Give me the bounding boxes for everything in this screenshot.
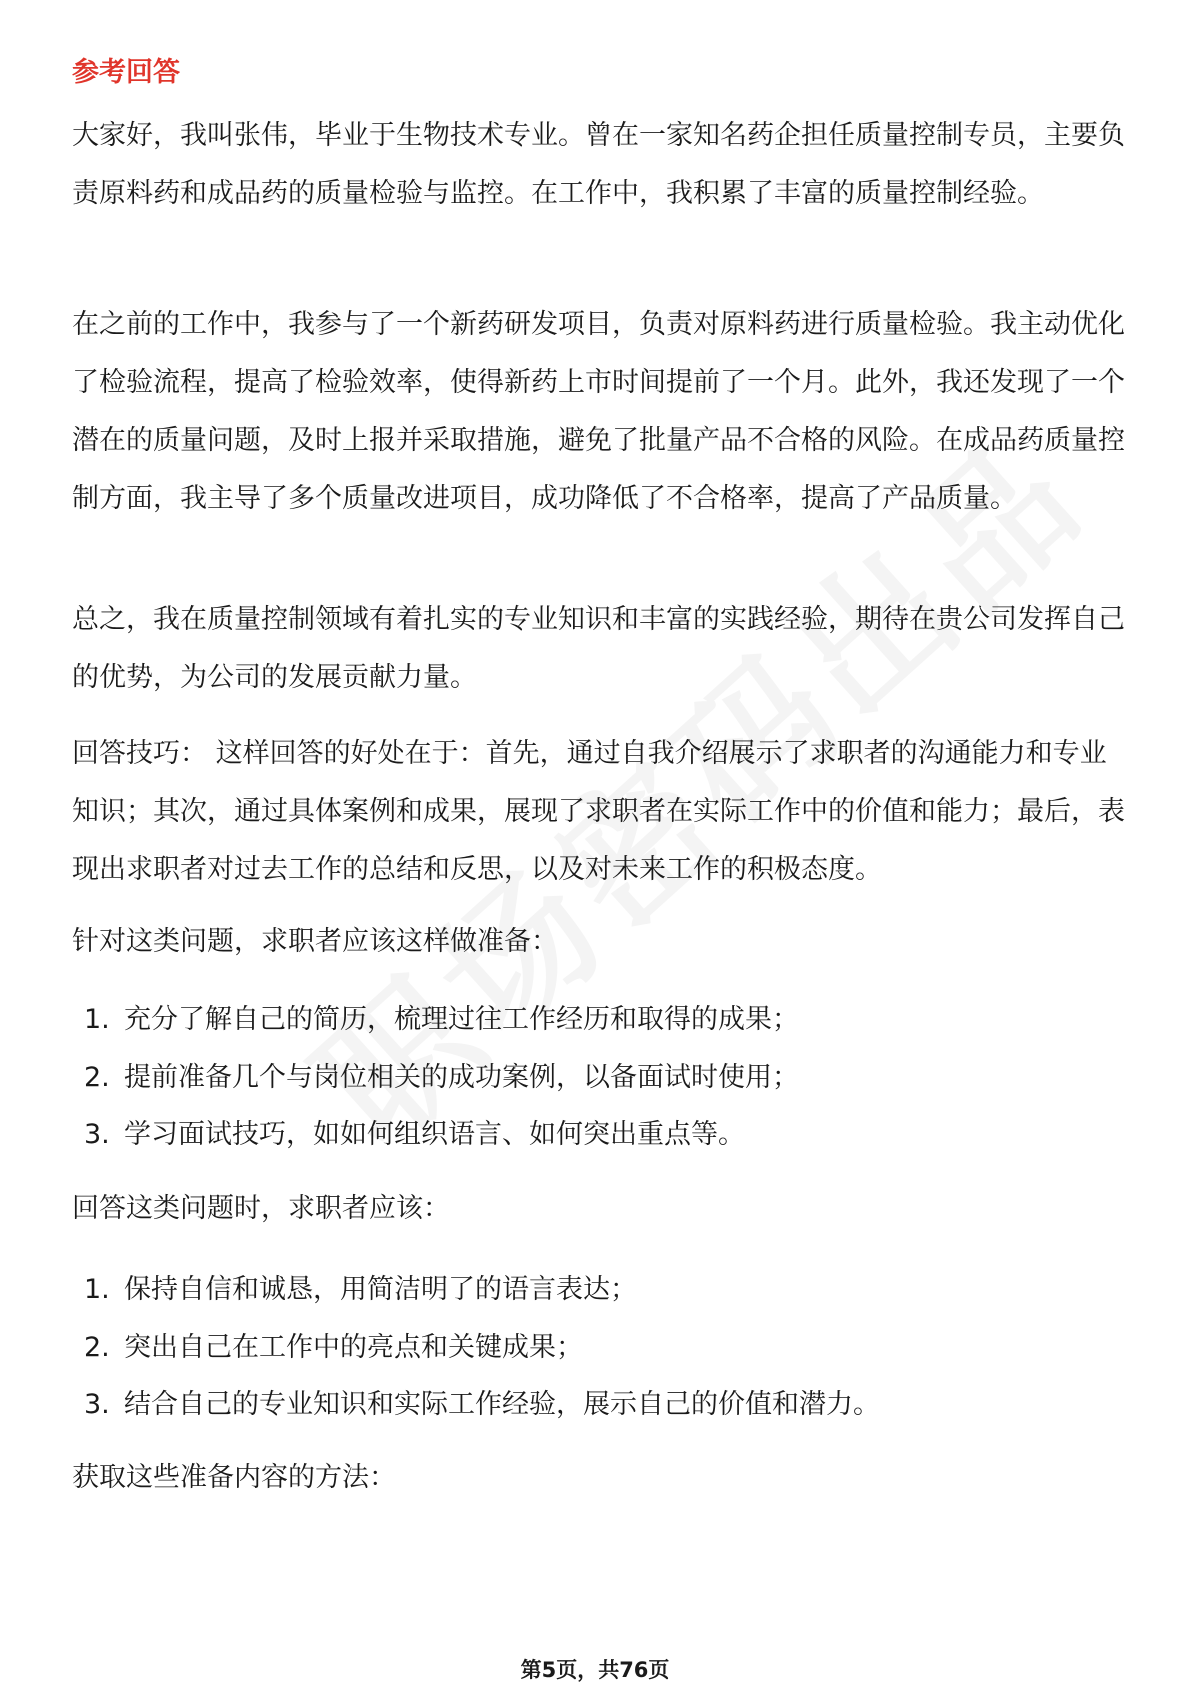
answer-intro: 回答这类问题时，求职者应该： (72, 1193, 450, 1224)
prep-intro: 针对这类问题，求职者应该这样做准备： (72, 926, 558, 957)
list-item: 1. 保持自信和诚恳，用简洁明了的语言表达； (84, 1274, 637, 1305)
method-intro: 获取这些准备内容的方法： (72, 1462, 396, 1493)
list-item: 1. 充分了解自己的简历，梳理过往工作经历和取得的成果； (84, 1004, 799, 1035)
answer-list (84, 1261, 1124, 1434)
section-heading: 参考回答 (72, 57, 180, 88)
prep-list (84, 991, 1124, 1164)
summary-paragraph: 总之，我在质量控制领域有着扎实的专业知识和丰富的实践经验，期待在贵公司发挥自己的优势，为公司的发展贡献力量。 (72, 604, 1125, 693)
list-item: 2. 提前准备几个与岗位相关的成功案例，以备面试时使用； (84, 1061, 799, 1093)
tips-paragraph: 回答技巧： 这样回答的好处在于：首先，通过自我介绍展示了求职者的沟通能力和专业知识；其次，通过具体案例和成果，展现了求职者在实际工作中的价值和能力；最后，表现出求职者对过去工作的总结和反思，以及对未来工作的积极态度。 (72, 738, 1125, 885)
list-item: 2. 突出自己在工作中的亮点和关键成果； (84, 1331, 583, 1363)
intro-paragraph: 大家好，我叫张伟，毕业于生物技术专业。曾在一家知名药企担任质量控制专员，主要负责原料药和成品药的质量检验与监控。在工作中，我积累了丰富的质量控制经验。 (72, 120, 1125, 209)
page-number: 第5页，共76页 (520, 1658, 670, 1682)
list-item: 3. 结合自己的专业知识和实际工作经验，展示自己的价值和潜力。 (84, 1389, 880, 1420)
experience-paragraph: 在之前的工作中，我参与了一个新药研发项目，负责对原料药进行质量检验。我主动优化了检验流程，提高了检验效率，使得新药上市时间提前了一个月。此外，我还发现了一个潜在的质量问题，及时上报并采取措施，避免了批量产品不合格的风险。在成品药质量控制方面，我主导了多个质量改进项目，成功降低了不合格率，提高了产品质量。 (72, 309, 1125, 514)
list-item: 3. 学习面试技巧，如如何组织语言、如何突出重点等。 (84, 1119, 745, 1150)
